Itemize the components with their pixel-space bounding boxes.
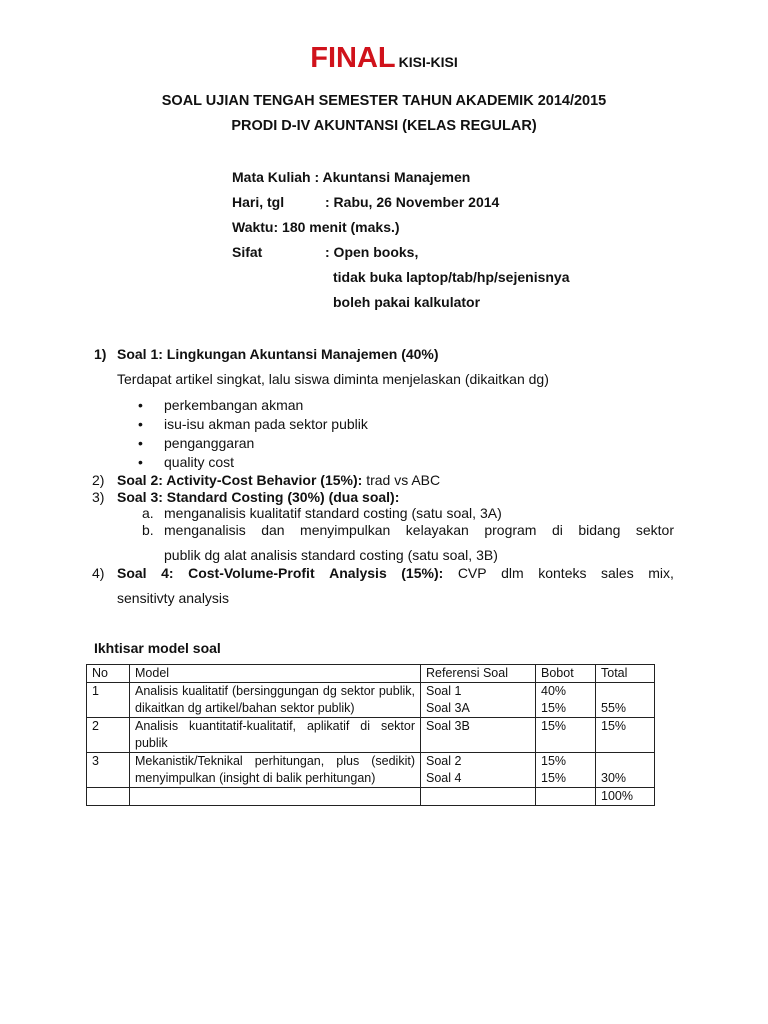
q1-number: 1) <box>94 346 107 362</box>
q4-line: Soal 4: Cost-Volume-Profit Analysis (15%): CVP dlm konteks sales mix, <box>117 565 674 581</box>
q1-description: Terdapat artikel singkat, lalu siswa diminta menjelaskan (dikaitkan dg) <box>117 371 549 387</box>
weight-cell: 15% <box>536 718 596 753</box>
table-header-row <box>87 665 655 683</box>
q3a-letter: a. <box>142 505 154 521</box>
q3-title: Soal 3: Standard Costing (30%) (dua soal): <box>117 489 400 505</box>
final-label: FINAL <box>310 42 396 74</box>
total-cell: 55% <box>596 683 655 718</box>
exam-duration: Waktu: 180 menit (maks.) <box>232 219 400 235</box>
reference-cell: Soal 3B <box>421 718 536 753</box>
q2-line <box>117 472 440 488</box>
weight-cell: 40% 15% <box>536 683 596 718</box>
row-number: 2 <box>87 718 130 753</box>
row-number: 1 <box>87 683 130 718</box>
summary-table <box>86 664 655 806</box>
bullet-icon: • <box>138 397 143 413</box>
date-label: Hari, tgl <box>232 194 285 210</box>
q3a-text: menganalisis kualitatif standard costing (satu soal, 3A) <box>164 505 502 521</box>
column-header: Bobot <box>536 665 596 683</box>
nature-line-2: tidak buka laptop/tab/hp/sejenisnya <box>333 269 570 285</box>
q2-number: 2) <box>92 472 105 488</box>
row-number: 3 <box>87 753 130 788</box>
exam-heading: SOAL UJIAN TENGAH SEMESTER TAHUN AKADEMIK 2014/2015 <box>161 93 607 109</box>
reference-cell: Soal 1 Soal 3A <box>421 683 536 718</box>
column-header: Model <box>130 665 421 683</box>
q3b-text-line-2: publik dg alat analisis standard costing (satu soal, 3B) <box>164 547 498 563</box>
q4-text-line-2: sensitivty analysis <box>117 590 230 606</box>
table-row <box>87 753 655 788</box>
summary-title: Ikhtisar model soal <box>94 640 221 656</box>
model-cell: Analisis kualitatif (bersinggungan dg sektor publik, dikaitkan dg artikel/bahan sektor publik) <box>130 683 421 718</box>
program-heading: PRODI D-IV AKUNTANSI (KELAS REGULAR) <box>231 118 537 134</box>
q2-title: Soal 2: Activity-Cost Behavior (15%): <box>117 472 363 488</box>
grand-total-cell: 100% <box>596 788 655 806</box>
exam-date <box>232 194 499 210</box>
table-row <box>87 683 655 718</box>
q3-number: 3) <box>92 489 105 505</box>
q3b-text: menganalisis dan menyimpulkan kelayakan program di bidang sektor <box>164 522 674 538</box>
course-name: Mata Kuliah : Akuntansi Manajemen <box>232 169 471 185</box>
total-cell: 30% <box>596 753 655 788</box>
q4-number: 4) <box>92 565 105 581</box>
table-total-row <box>87 788 655 806</box>
exam-nature <box>232 244 418 260</box>
kisi-label: KISI-KISI <box>398 54 458 70</box>
q2-text: trad vs ABC <box>362 472 441 488</box>
table-row <box>87 718 655 753</box>
bullet-icon: • <box>138 435 143 451</box>
q3b-letter: b. <box>142 522 154 538</box>
bullet-icon: • <box>138 454 143 470</box>
column-header: Referensi Soal <box>421 665 536 683</box>
column-header: Total <box>596 665 655 683</box>
reference-cell: Soal 2 Soal 4 <box>421 753 536 788</box>
weight-cell: 15% 15% <box>536 753 596 788</box>
q1-title: Soal 1: Lingkungan Akuntansi Manajemen (40%) <box>117 346 439 362</box>
column-header: No <box>87 665 130 683</box>
model-cell: Analisis kuantitatif-kualitatif, aplikatif di sektor publik <box>130 718 421 753</box>
document-title <box>0 42 768 75</box>
nature-line-3: boleh pakai kalkulator <box>333 294 481 310</box>
date-value: : Rabu, 26 November 2014 <box>325 194 500 210</box>
bullet-icon: • <box>138 416 143 432</box>
total-cell: 15% <box>596 718 655 753</box>
model-cell: Mekanistik/Teknikal perhitungan, plus (sedikit) menyimpulkan (insight di balik perhitungan) <box>130 753 421 788</box>
nature-value: : Open books, <box>325 244 419 260</box>
nature-label: Sifat <box>232 244 263 260</box>
